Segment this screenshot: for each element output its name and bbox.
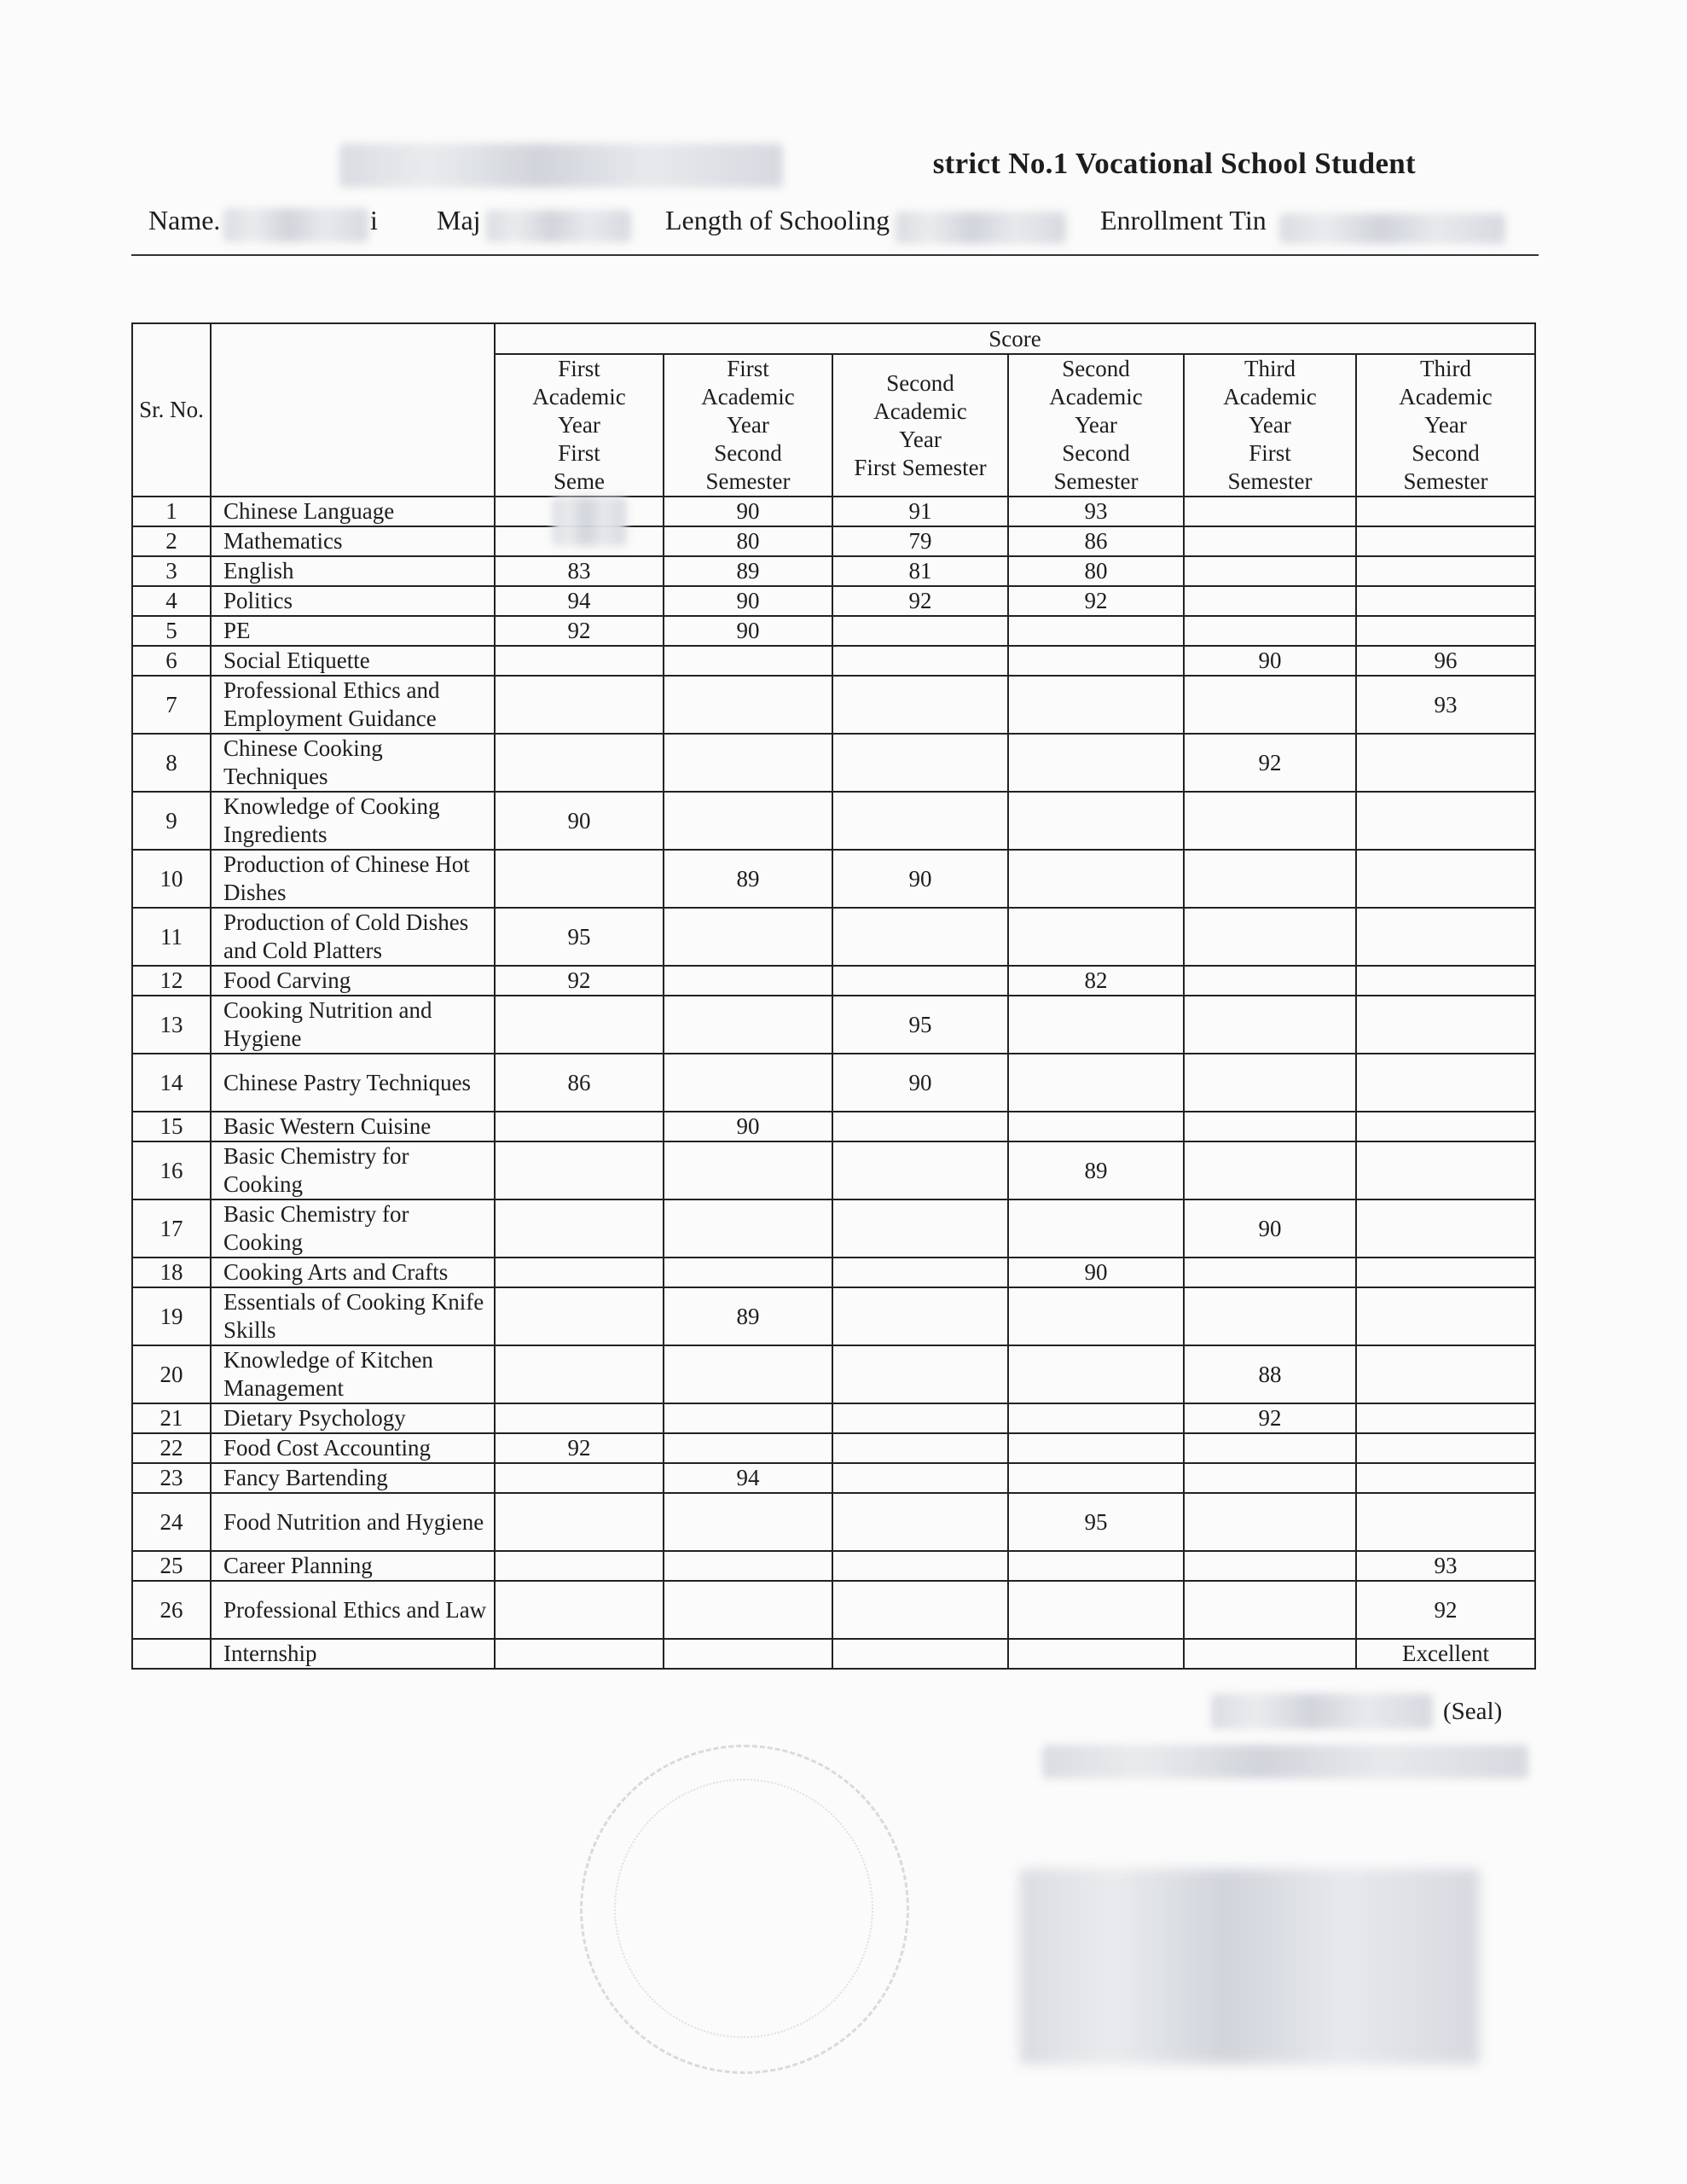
score-cell xyxy=(832,1199,1008,1258)
score-cell xyxy=(1356,497,1535,526)
score-cell xyxy=(1184,1141,1356,1199)
score-cell xyxy=(1184,1581,1356,1639)
document-title: strict No.1 Vocational School Student xyxy=(932,147,1416,180)
score-cell: 92 xyxy=(1184,734,1356,792)
row-number: 15 xyxy=(132,1112,211,1141)
score-cell xyxy=(1184,792,1356,850)
score-cell xyxy=(495,1199,664,1258)
score-cell xyxy=(495,1493,664,1551)
score-cell xyxy=(495,1581,664,1639)
score-cell: 86 xyxy=(1008,526,1184,556)
score-cell xyxy=(664,734,832,792)
redacted-signature-block xyxy=(1019,1868,1480,2065)
row-number: 5 xyxy=(132,616,211,646)
score-cell xyxy=(664,1551,832,1581)
subject-name: Mathematics xyxy=(211,526,495,556)
score-cell xyxy=(832,676,1008,734)
score-cell xyxy=(1008,1054,1184,1112)
table-row xyxy=(132,676,1535,734)
score-cell xyxy=(664,1054,832,1112)
table-row xyxy=(132,1112,1535,1141)
score-cell xyxy=(832,1639,1008,1669)
score-cell xyxy=(1008,616,1184,646)
score-cell xyxy=(1008,1551,1184,1581)
score-cell xyxy=(832,1581,1008,1639)
score-cell xyxy=(1008,1112,1184,1141)
score-cell xyxy=(832,1141,1008,1199)
score-cell: 95 xyxy=(1008,1493,1184,1551)
subject-name: Career Planning xyxy=(211,1551,495,1581)
row-number: 7 xyxy=(132,676,211,734)
score-cell xyxy=(1356,586,1535,616)
score-cell xyxy=(832,792,1008,850)
semester-header: Third Academic Year Second Semester xyxy=(1356,354,1535,497)
table-row xyxy=(132,646,1535,676)
score-cell: 93 xyxy=(1356,676,1535,734)
score-cell xyxy=(495,1258,664,1287)
score-table xyxy=(131,322,1536,1670)
score-cell xyxy=(1356,1493,1535,1551)
score-cell xyxy=(832,1403,1008,1433)
score-cell xyxy=(1356,792,1535,850)
score-cell xyxy=(664,1581,832,1639)
row-number: 17 xyxy=(132,1199,211,1258)
table-row xyxy=(132,850,1535,908)
score-cell: 90 xyxy=(664,586,832,616)
score-cell xyxy=(664,996,832,1054)
table-row xyxy=(132,1433,1535,1463)
score-cell xyxy=(832,1433,1008,1463)
score-cell: 90 xyxy=(832,1054,1008,1112)
length-label: Length of Schooling xyxy=(665,205,890,235)
subject-name: Chinese Cooking Techniques xyxy=(211,734,495,792)
score-cell xyxy=(1356,1258,1535,1287)
subject-name: Chinese Pastry Techniques xyxy=(211,1054,495,1112)
row-number: 1 xyxy=(132,497,211,526)
score-cell xyxy=(495,850,664,908)
table-row xyxy=(132,1493,1535,1551)
score-cell: 80 xyxy=(1008,556,1184,586)
table-row xyxy=(132,1403,1535,1433)
score-cell: 92 xyxy=(1008,586,1184,616)
score-cell xyxy=(664,1199,832,1258)
score-cell xyxy=(1184,1112,1356,1141)
subject-name: Essentials of Cooking Knife Skills xyxy=(211,1287,495,1345)
subject-name: Basic Western Cuisine xyxy=(211,1112,495,1141)
score-cell xyxy=(1356,908,1535,966)
table-row xyxy=(132,792,1535,850)
score-cell xyxy=(1008,1581,1184,1639)
score-cell xyxy=(1184,586,1356,616)
semester-header: First Academic Year Second Semester xyxy=(664,354,832,497)
table-row xyxy=(132,908,1535,966)
score-cell xyxy=(832,1287,1008,1345)
score-cell xyxy=(495,1112,664,1141)
semester-header: First Academic Year First Seme xyxy=(495,354,664,497)
subject-name: Cooking Nutrition and Hygiene xyxy=(211,996,495,1054)
score-cell xyxy=(495,676,664,734)
score-cell xyxy=(664,792,832,850)
subject-name: Basic Chemistry for Cooking xyxy=(211,1141,495,1199)
score-cell: 92 xyxy=(1184,1403,1356,1433)
subject-name: Knowledge of Kitchen Management xyxy=(211,1345,495,1403)
redacted-score-smudge xyxy=(553,497,626,546)
table-row xyxy=(132,1463,1535,1493)
score-cell xyxy=(495,1551,664,1581)
subject-name: Cooking Arts and Crafts xyxy=(211,1258,495,1287)
subject-name: Food Carving xyxy=(211,966,495,996)
score-cell xyxy=(664,1493,832,1551)
score-cell: 83 xyxy=(495,556,664,586)
name-label: Name. xyxy=(148,205,221,235)
enrollment-label: Enrollment Tin xyxy=(1100,205,1267,235)
row-number: 2 xyxy=(132,526,211,556)
score-cell: 92 xyxy=(495,1433,664,1463)
row-number: 6 xyxy=(132,646,211,676)
row-number: 26 xyxy=(132,1581,211,1639)
score-cell: 92 xyxy=(1356,1581,1535,1639)
redacted-school-line xyxy=(1042,1745,1528,1779)
score-cell xyxy=(1356,850,1535,908)
score-cell: 79 xyxy=(832,526,1008,556)
score-cell xyxy=(832,966,1008,996)
score-cell xyxy=(1184,1551,1356,1581)
row-number: 4 xyxy=(132,586,211,616)
table-row xyxy=(132,1199,1535,1258)
score-cell xyxy=(832,908,1008,966)
score-cell xyxy=(1356,996,1535,1054)
subject-name: Professional Ethics and Employment Guidance xyxy=(211,676,495,734)
score-header: Score xyxy=(495,323,1535,354)
score-cell xyxy=(664,1258,832,1287)
score-cell xyxy=(1184,1258,1356,1287)
score-cell xyxy=(664,1345,832,1403)
score-cell xyxy=(832,1463,1008,1493)
subject-name: Food Cost Accounting xyxy=(211,1433,495,1463)
score-cell: 92 xyxy=(495,966,664,996)
row-number: 11 xyxy=(132,908,211,966)
score-cell xyxy=(1184,1054,1356,1112)
score-cell xyxy=(495,1287,664,1345)
score-cell xyxy=(1008,1287,1184,1345)
score-cell: 89 xyxy=(664,850,832,908)
score-cell: 90 xyxy=(664,616,832,646)
score-cell xyxy=(1184,497,1356,526)
row-number: 19 xyxy=(132,1287,211,1345)
score-cell xyxy=(495,1345,664,1403)
table-row xyxy=(132,1258,1535,1287)
score-cell xyxy=(1356,526,1535,556)
score-cell xyxy=(495,646,664,676)
score-cell xyxy=(1008,792,1184,850)
score-cell: 90 xyxy=(495,792,664,850)
subject-name: Politics xyxy=(211,586,495,616)
table-row xyxy=(132,1551,1535,1581)
score-cell xyxy=(1184,1463,1356,1493)
score-cell xyxy=(1356,734,1535,792)
table-row xyxy=(132,966,1535,996)
score-cell xyxy=(1008,1463,1184,1493)
score-cell: 82 xyxy=(1008,966,1184,996)
score-cell xyxy=(664,646,832,676)
semester-header: Second Academic Year Second Semester xyxy=(1008,354,1184,497)
redacted-length xyxy=(896,212,1066,244)
score-cell xyxy=(664,1639,832,1669)
score-cell xyxy=(1356,1054,1535,1112)
name-value-fragment: i xyxy=(370,205,378,235)
row-number: 24 xyxy=(132,1493,211,1551)
score-cell: 90 xyxy=(664,1112,832,1141)
score-cell xyxy=(664,676,832,734)
score-cell: 81 xyxy=(832,556,1008,586)
subject-name: English xyxy=(211,556,495,586)
score-cell xyxy=(1356,1403,1535,1433)
row-number: 3 xyxy=(132,556,211,586)
score-cell xyxy=(664,1403,832,1433)
score-cell: 95 xyxy=(495,908,664,966)
row-number: 16 xyxy=(132,1141,211,1199)
score-cell xyxy=(1184,908,1356,966)
score-cell xyxy=(1008,676,1184,734)
score-cell xyxy=(664,966,832,996)
score-cell: 91 xyxy=(832,497,1008,526)
faded-stamp-inner xyxy=(614,1779,873,2038)
subject-header xyxy=(211,323,495,497)
row-number: 21 xyxy=(132,1403,211,1433)
sr-no-header: Sr. No. xyxy=(132,323,211,497)
score-cell xyxy=(1356,1433,1535,1463)
seal-label: (Seal) xyxy=(1443,1698,1503,1725)
row-number: 23 xyxy=(132,1463,211,1493)
score-cell xyxy=(495,1639,664,1669)
score-cell xyxy=(1184,1287,1356,1345)
row-number: 10 xyxy=(132,850,211,908)
score-cell xyxy=(832,616,1008,646)
score-cell: 94 xyxy=(664,1463,832,1493)
score-cell: 93 xyxy=(1356,1551,1535,1581)
score-cell: 88 xyxy=(1184,1345,1356,1403)
score-cell xyxy=(1356,556,1535,586)
score-cell: 89 xyxy=(664,556,832,586)
subject-name: Dietary Psychology xyxy=(211,1403,495,1433)
table-row xyxy=(132,1287,1535,1345)
score-cell xyxy=(495,996,664,1054)
score-cell xyxy=(1184,1433,1356,1463)
score-cell xyxy=(832,1345,1008,1403)
score-cell: 90 xyxy=(1184,646,1356,676)
score-cell xyxy=(832,1493,1008,1551)
subject-name: Food Nutrition and Hygiene xyxy=(211,1493,495,1551)
table-row xyxy=(132,497,1535,526)
subject-name: Fancy Bartending xyxy=(211,1463,495,1493)
row-number: 12 xyxy=(132,966,211,996)
score-cell xyxy=(495,1141,664,1199)
score-cell xyxy=(1356,1141,1535,1199)
score-cell xyxy=(1356,1345,1535,1403)
row-number xyxy=(132,1639,211,1669)
table-row xyxy=(132,734,1535,792)
table-row xyxy=(132,586,1535,616)
row-number: 9 xyxy=(132,792,211,850)
subject-name: Production of Cold Dishes and Cold Platters xyxy=(211,908,495,966)
table-row xyxy=(132,556,1535,586)
table-row xyxy=(132,526,1535,556)
score-cell xyxy=(664,908,832,966)
row-number: 8 xyxy=(132,734,211,792)
score-cell xyxy=(1008,996,1184,1054)
score-cell xyxy=(1008,1403,1184,1433)
row-number: 13 xyxy=(132,996,211,1054)
redacted-school-name xyxy=(1211,1693,1433,1729)
score-cell: 90 xyxy=(664,497,832,526)
table-row xyxy=(132,1141,1535,1199)
score-cell: 94 xyxy=(495,586,664,616)
score-cell xyxy=(1184,616,1356,646)
table-row xyxy=(132,1054,1535,1112)
score-cell: 86 xyxy=(495,1054,664,1112)
score-cell: 89 xyxy=(1008,1141,1184,1199)
score-cell xyxy=(1008,1433,1184,1463)
score-cell: 92 xyxy=(832,586,1008,616)
redacted-major xyxy=(486,210,631,242)
score-cell xyxy=(1356,1112,1535,1141)
score-cell xyxy=(1184,996,1356,1054)
table-row xyxy=(132,1639,1535,1669)
row-number: 22 xyxy=(132,1433,211,1463)
table-row xyxy=(132,1581,1535,1639)
score-cell xyxy=(1184,1493,1356,1551)
score-cell: 89 xyxy=(664,1287,832,1345)
score-cell xyxy=(495,1463,664,1493)
score-cell xyxy=(832,1551,1008,1581)
redacted-name xyxy=(223,208,368,242)
subject-name: Knowledge of Cooking Ingredients xyxy=(211,792,495,850)
score-cell xyxy=(1184,850,1356,908)
score-cell xyxy=(1008,1345,1184,1403)
subject-name: Social Etiquette xyxy=(211,646,495,676)
score-cell xyxy=(832,1258,1008,1287)
score-cell xyxy=(1184,676,1356,734)
row-number: 14 xyxy=(132,1054,211,1112)
row-number: 18 xyxy=(132,1258,211,1287)
subject-name: Chinese Language xyxy=(211,497,495,526)
table-row xyxy=(132,996,1535,1054)
score-cell xyxy=(1008,908,1184,966)
score-cell: 95 xyxy=(832,996,1008,1054)
score-cell: 80 xyxy=(664,526,832,556)
table-row xyxy=(132,1345,1535,1403)
score-cell xyxy=(1184,526,1356,556)
score-cell xyxy=(1356,616,1535,646)
score-cell: 93 xyxy=(1008,497,1184,526)
score-cell xyxy=(832,1112,1008,1141)
score-cell xyxy=(1008,734,1184,792)
score-cell xyxy=(1008,1639,1184,1669)
score-cell: 96 xyxy=(1356,646,1535,676)
score-cell xyxy=(1356,1463,1535,1493)
subject-name: Basic Chemistry for Cooking xyxy=(211,1199,495,1258)
score-cell xyxy=(495,1403,664,1433)
score-cell: 90 xyxy=(832,850,1008,908)
score-cell xyxy=(495,734,664,792)
score-cell xyxy=(1184,556,1356,586)
score-cell xyxy=(1008,646,1184,676)
subject-name: PE xyxy=(211,616,495,646)
score-cell xyxy=(1356,1199,1535,1258)
score-cell xyxy=(664,1141,832,1199)
score-cell xyxy=(1356,966,1535,996)
score-cell: 90 xyxy=(1008,1258,1184,1287)
score-cell xyxy=(1356,1287,1535,1345)
score-cell: 90 xyxy=(1184,1199,1356,1258)
major-label: Maj xyxy=(437,205,481,235)
score-cell: Excellent xyxy=(1356,1639,1535,1669)
score-cell xyxy=(664,1433,832,1463)
subject-name: Production of Chinese Hot Dishes xyxy=(211,850,495,908)
subject-name: Professional Ethics and Law xyxy=(211,1581,495,1639)
score-cell xyxy=(832,734,1008,792)
score-cell xyxy=(1008,1199,1184,1258)
redacted-enrollment xyxy=(1279,213,1505,244)
row-number: 25 xyxy=(132,1551,211,1581)
score-cell xyxy=(1184,966,1356,996)
semester-header: Second Academic Year First Semester xyxy=(832,354,1008,497)
score-cell xyxy=(1008,850,1184,908)
score-cell xyxy=(1184,1639,1356,1669)
table-row xyxy=(132,616,1535,646)
subject-name: Internship xyxy=(211,1639,495,1669)
score-cell xyxy=(832,646,1008,676)
semester-header: Third Academic Year First Semester xyxy=(1184,354,1356,497)
score-cell: 92 xyxy=(495,616,664,646)
row-number: 20 xyxy=(132,1345,211,1403)
